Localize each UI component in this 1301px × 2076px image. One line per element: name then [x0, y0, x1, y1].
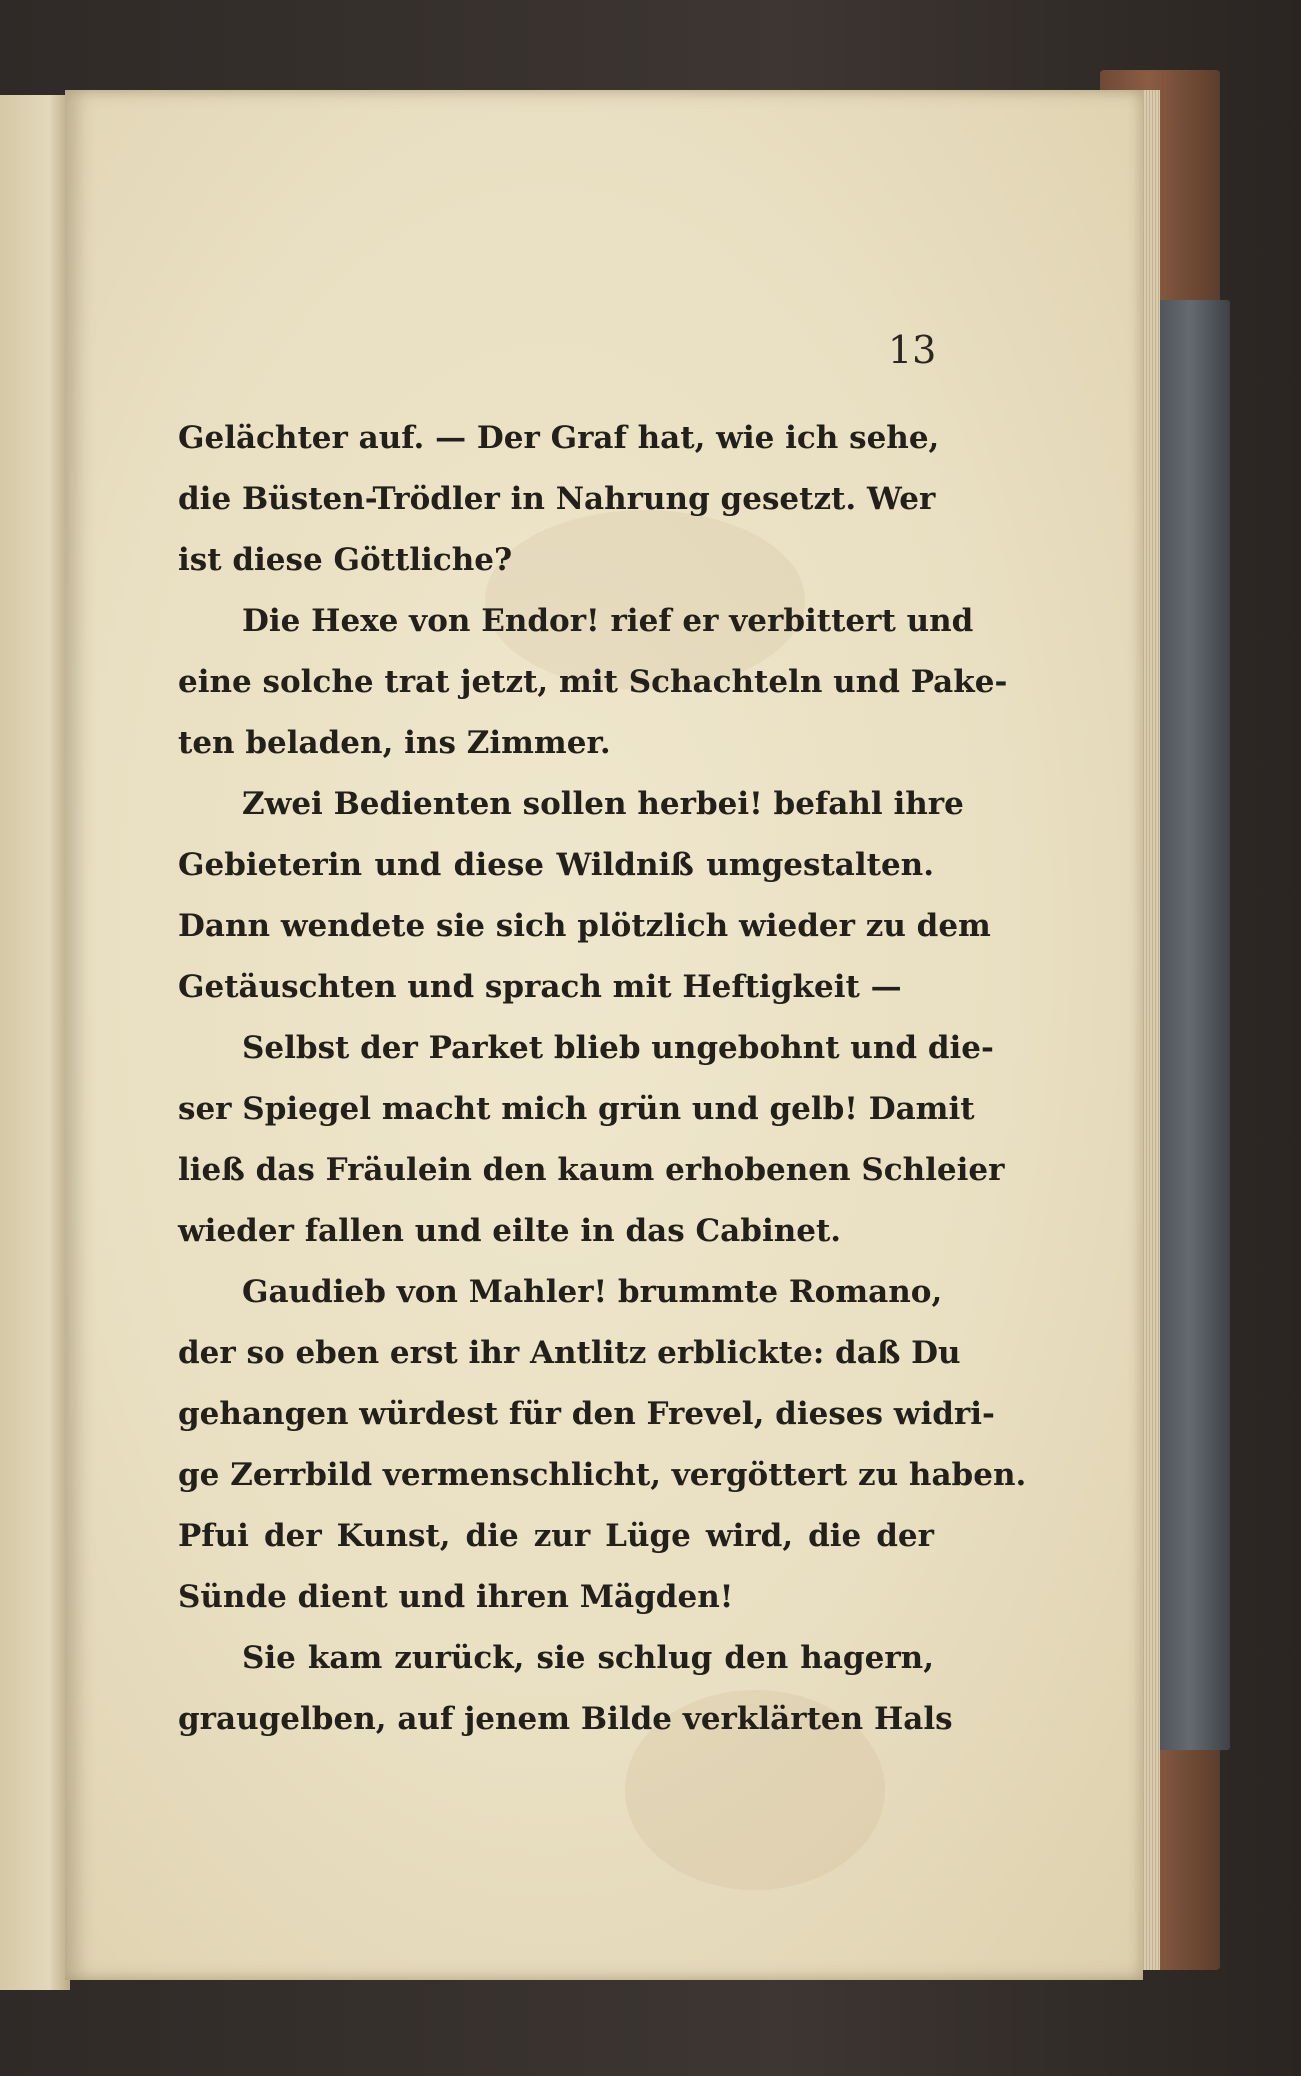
text-line: der so eben erst ihr Antlitz erblickte: daß Du: [178, 1335, 961, 1371]
text-line: gehangen würdest für den Frevel, dieses widri-: [178, 1396, 995, 1432]
page-number: 13: [888, 328, 937, 372]
text-line: ten beladen, ins Zimmer.: [178, 725, 611, 761]
text-line: Pfui der Kunst, die zur Lüge wird, die der: [178, 1518, 934, 1554]
text-line: eine solche trat jetzt, mit Schachteln und Pake-: [178, 664, 1008, 700]
text-line: Selbst der Parket blieb ungebohnt und die-: [242, 1030, 994, 1066]
text-line: ließ das Fräulein den kaum erhobenen Schleier: [178, 1152, 1005, 1188]
text-line: ser Spiegel macht mich grün und gelb! Damit: [178, 1091, 975, 1127]
text-line: Sünde dient und ihren Mägden!: [178, 1579, 734, 1615]
text-line: Gebieterin und diese Wildniß umgestalten.: [178, 847, 934, 883]
book-cover-board: [1150, 300, 1230, 1750]
body-text: [178, 408, 1027, 1750]
text-line: ist diese Göttliche?: [178, 542, 513, 578]
text-line: Sie kam zurück, sie schlug den hagern,: [242, 1640, 934, 1676]
text-line: graugelben, auf jenem Bilde verklärten Hals: [178, 1701, 953, 1737]
text-line: Gaudieb von Mahler! brummte Romano,: [242, 1274, 943, 1310]
facing-page-edge: [0, 95, 70, 1990]
text-line: Getäuschten und sprach mit Heftigkeit —: [178, 969, 902, 1005]
text-line: Gelächter auf. — Der Graf hat, wie ich sehe,: [178, 420, 940, 456]
text-line: Zwei Bedienten sollen herbei! befahl ihre: [242, 786, 964, 822]
text-line: Die Hexe von Endor! rief er verbittert und: [242, 603, 974, 639]
text-line: Dann wendete sie sich plötzlich wieder zu dem: [178, 908, 991, 944]
text-line: die Büsten-Trödler in Nahrung gesetzt. Wer: [178, 481, 936, 517]
text-line: ge Zerrbild vermenschlicht, vergöttert zu haben.: [178, 1457, 1027, 1493]
text-line: wieder fallen und eilte in das Cabinet.: [178, 1213, 842, 1249]
